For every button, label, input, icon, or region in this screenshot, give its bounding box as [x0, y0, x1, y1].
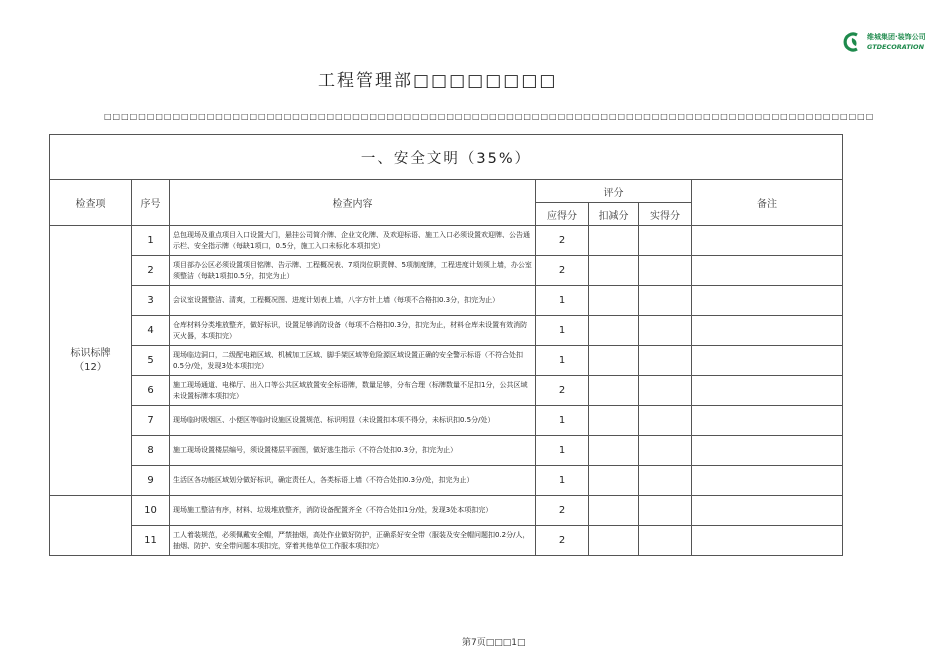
row-due-score: 2: [536, 526, 589, 556]
row-due-score: 1: [536, 316, 589, 346]
row-deduct-score[interactable]: [589, 346, 639, 376]
row-due-score: 2: [536, 226, 589, 256]
header-score: 评分: [536, 180, 692, 203]
row-number: 10: [132, 496, 170, 526]
row-remark[interactable]: [692, 346, 843, 376]
category-name: 标识标牌: [70, 347, 111, 359]
table-row: [50, 376, 843, 406]
category-cell: [50, 226, 132, 496]
row-actual-score[interactable]: [639, 286, 692, 316]
row-content: 会议室设置整洁、清爽，工程概况图、进度计划表上墙，八字方针上墙（每项不合格扣0.3分，扣完为止）: [170, 286, 536, 316]
row-number: 6: [132, 376, 170, 406]
header-item: 检查项: [50, 180, 132, 226]
row-number: 3: [132, 286, 170, 316]
row-deduct-score[interactable]: [589, 436, 639, 466]
row-remark[interactable]: [692, 256, 843, 286]
row-actual-score[interactable]: [639, 406, 692, 436]
row-remark[interactable]: [692, 286, 843, 316]
row-deduct-score[interactable]: [589, 256, 639, 286]
row-number: 2: [132, 256, 170, 286]
row-actual-score[interactable]: [639, 526, 692, 556]
row-due-score: 2: [536, 496, 589, 526]
row-remark[interactable]: [692, 526, 843, 556]
row-remark[interactable]: [692, 406, 843, 436]
table-row: [50, 316, 843, 346]
table-row: [50, 226, 843, 256]
row-content: 现场临时吸烟区、小便区等临时设施区设置规范、标识明显（未设置扣本项不得分，未标识扣0.5分/处）: [170, 406, 536, 436]
row-actual-score[interactable]: [639, 376, 692, 406]
row-actual-score[interactable]: [639, 496, 692, 526]
row-due-score: 1: [536, 346, 589, 376]
row-due-score: 1: [536, 286, 589, 316]
row-deduct-score[interactable]: [589, 526, 639, 556]
row-remark[interactable]: [692, 496, 843, 526]
row-actual-score[interactable]: [639, 226, 692, 256]
page-title: 工程管理部□□□□□□□□: [318, 71, 558, 91]
row-deduct-score[interactable]: [589, 226, 639, 256]
row-content: 工人着装规范，必须佩戴安全帽，严禁抽烟，高处作业做好防护，正确系好安全带（服装及安全帽问题扣0.2分/人，抽烟、防护、安全带问题本项扣完，穿着其他单位工作服本项扣完）: [170, 526, 536, 556]
row-deduct-score[interactable]: [589, 286, 639, 316]
row-due-score: 1: [536, 406, 589, 436]
header-deduct: 扣减分: [589, 203, 639, 226]
page-footer: 第7页□□□1□: [462, 638, 526, 648]
row-remark[interactable]: [692, 376, 843, 406]
logo-name-cn: 维城集团·装饰公司: [867, 33, 926, 41]
row-number: 4: [132, 316, 170, 346]
row-deduct-score[interactable]: [589, 466, 639, 496]
company-logo: [843, 30, 943, 56]
row-content: 项目部办公区必须设置项目铭牌、告示牌、工程概况表、7项岗位职责牌、5项制度牌，工程进度计划须上墙，办公室须整洁（每缺1项扣0.5分，扣完为止）: [170, 256, 536, 286]
header-remark: 备注: [692, 180, 843, 226]
row-actual-score[interactable]: [639, 466, 692, 496]
category-count: （12）: [74, 361, 107, 373]
section-title: 一、安全文明（35%）: [50, 135, 843, 180]
row-deduct-score[interactable]: [589, 496, 639, 526]
subtitle-line: □□□□□□□□□□□□□□□□□□□□□□□□□□□□□□□□□□□□□□□□□□□□□□□□□□□□□□□□□□□□□□□□□□□□□□□□□□□□□□□□□□□□□□□□□□: [104, 112, 875, 121]
row-content: 仓库材料分类堆放整齐，做好标识，设置足够消防设备（每项不合格扣0.3分，扣完为止，材料仓库未设置有效消防灭火器，本项扣完）: [170, 316, 536, 346]
row-content: 生活区各功能区域划分做好标识，确定责任人，各类标语上墙（不符合处扣0.3分/处，扣完为止）: [170, 466, 536, 496]
header-actual: 实得分: [639, 203, 692, 226]
row-remark[interactable]: [692, 226, 843, 256]
category-cell-empty: [50, 496, 132, 556]
row-number: 11: [132, 526, 170, 556]
row-deduct-score[interactable]: [589, 316, 639, 346]
leaf-c-logo-icon: [843, 32, 863, 52]
row-actual-score[interactable]: [639, 346, 692, 376]
table-row: [50, 496, 843, 526]
row-remark[interactable]: [692, 466, 843, 496]
row-deduct-score[interactable]: [589, 406, 639, 436]
row-content: 施工现场设置楼层编号，须设置楼层平面图，做好逃生指示（不符合处扣0.3分，扣完为止）: [170, 436, 536, 466]
row-number: 9: [132, 466, 170, 496]
header-seq: 序号: [132, 180, 170, 226]
table-row: [50, 346, 843, 376]
row-content: 施工现场通道、电梯厅、出入口等公共区域放置安全标语牌，数量足够，分布合理（标牌数量不足扣1分，公共区域未设置标牌本项扣完）: [170, 376, 536, 406]
row-due-score: 1: [536, 466, 589, 496]
table-row: [50, 286, 843, 316]
row-number: 8: [132, 436, 170, 466]
row-actual-score[interactable]: [639, 256, 692, 286]
row-remark[interactable]: [692, 316, 843, 346]
row-number: 1: [132, 226, 170, 256]
row-number: 7: [132, 406, 170, 436]
row-content: 总包现场及重点项目入口设置大门，悬挂公司简介牌、企业文化牌、及欢迎标语、施工入口必须设置欢迎牌、公告通示栏、安全指示牌（每缺1项口，0.5分，施工入口未标化本项扣完）: [170, 226, 536, 256]
row-due-score: 2: [536, 256, 589, 286]
row-due-score: 2: [536, 376, 589, 406]
row-remark[interactable]: [692, 436, 843, 466]
row-actual-score[interactable]: [639, 436, 692, 466]
header-due: 应得分: [536, 203, 589, 226]
table-row: [50, 406, 843, 436]
row-actual-score[interactable]: [639, 316, 692, 346]
table-row: [50, 256, 843, 286]
table-row: [50, 466, 843, 496]
row-deduct-score[interactable]: [589, 376, 639, 406]
table-row: [50, 526, 843, 556]
logo-name-en: GTDECORATION: [867, 43, 925, 51]
row-content: 现场施工整洁有序，材料、垃圾堆放整齐，消防设备配置齐全（不符合处扣1分/处，发现3处本项扣完）: [170, 496, 536, 526]
row-due-score: 1: [536, 436, 589, 466]
row-content: 现场临边洞口，二级配电箱区域、机械加工区域、脚手架区域等危险源区域设置正确的安全警示标语（不符合处扣0.5分/处，发现3处本项扣完）: [170, 346, 536, 376]
header-content: 检查内容: [170, 180, 536, 226]
table-row: [50, 436, 843, 466]
row-number: 5: [132, 346, 170, 376]
inspection-table: [49, 134, 843, 556]
